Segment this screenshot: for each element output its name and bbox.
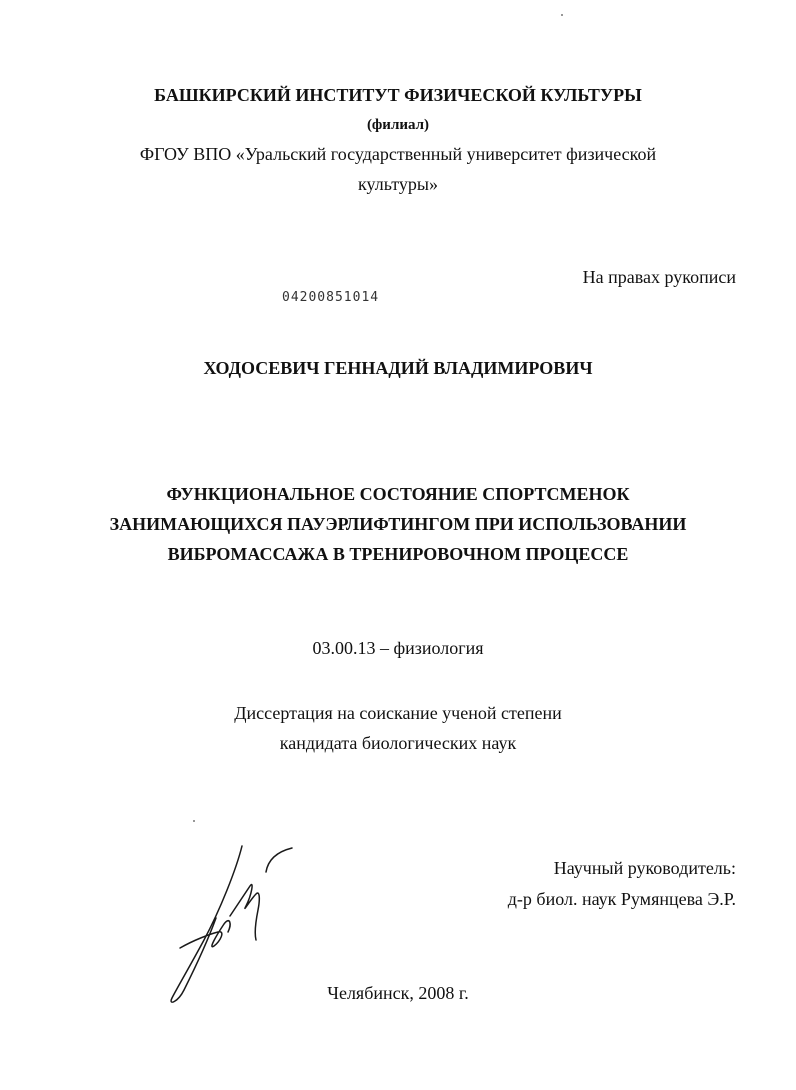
title-line-1: ФУНКЦИОНАЛЬНОЕ СОСТОЯНИЕ СПОРТСМЕНОК [166,484,630,504]
supervisor-name: д-р биол. наук Румянцева Э.Р. [507,889,736,909]
supervisor-label: Научный руководитель: [553,858,736,878]
signature-stroke [171,846,242,1002]
title-line-3: ВИБРОМАССАЖА В ТРЕНИРОВОЧНОМ ПРОЦЕССЕ [167,544,629,564]
degree-line-2: кандидата биологических наук [279,733,517,753]
scan-speck [193,820,195,822]
university-line-1: ФГОУ ВПО «Уральский государственный университет физической [139,144,657,164]
specialty-code: 03.00.13 – физиология [312,638,484,658]
title-line-2: ЗАНИМАЮЩИХСЯ ПАУЭРЛИФТИНГОМ ПРИ ИСПОЛЬЗОВАНИИ [109,514,687,534]
rights-note: На правах рукописи [582,267,736,287]
signature-stroke [230,885,259,940]
place-and-year: Челябинск, 2008 г. [327,983,469,1003]
degree-line-1: Диссертация на соискание ученой степени [234,703,562,723]
university-line-2: культуры» [358,174,438,194]
institute-name: БАШКИРСКИЙ ИНСТИТУТ ФИЗИЧЕСКОЙ КУЛЬТУРЫ [154,85,642,105]
scan-speck [561,14,563,16]
author-name: ХОДОСЕВИЧ ГЕННАДИЙ ВЛАДИМИРОВИЧ [203,358,593,378]
signature-stroke [266,848,292,872]
branch-label: (филиал) [366,117,430,133]
registration-number-stamp: 04200851014 [282,290,380,305]
